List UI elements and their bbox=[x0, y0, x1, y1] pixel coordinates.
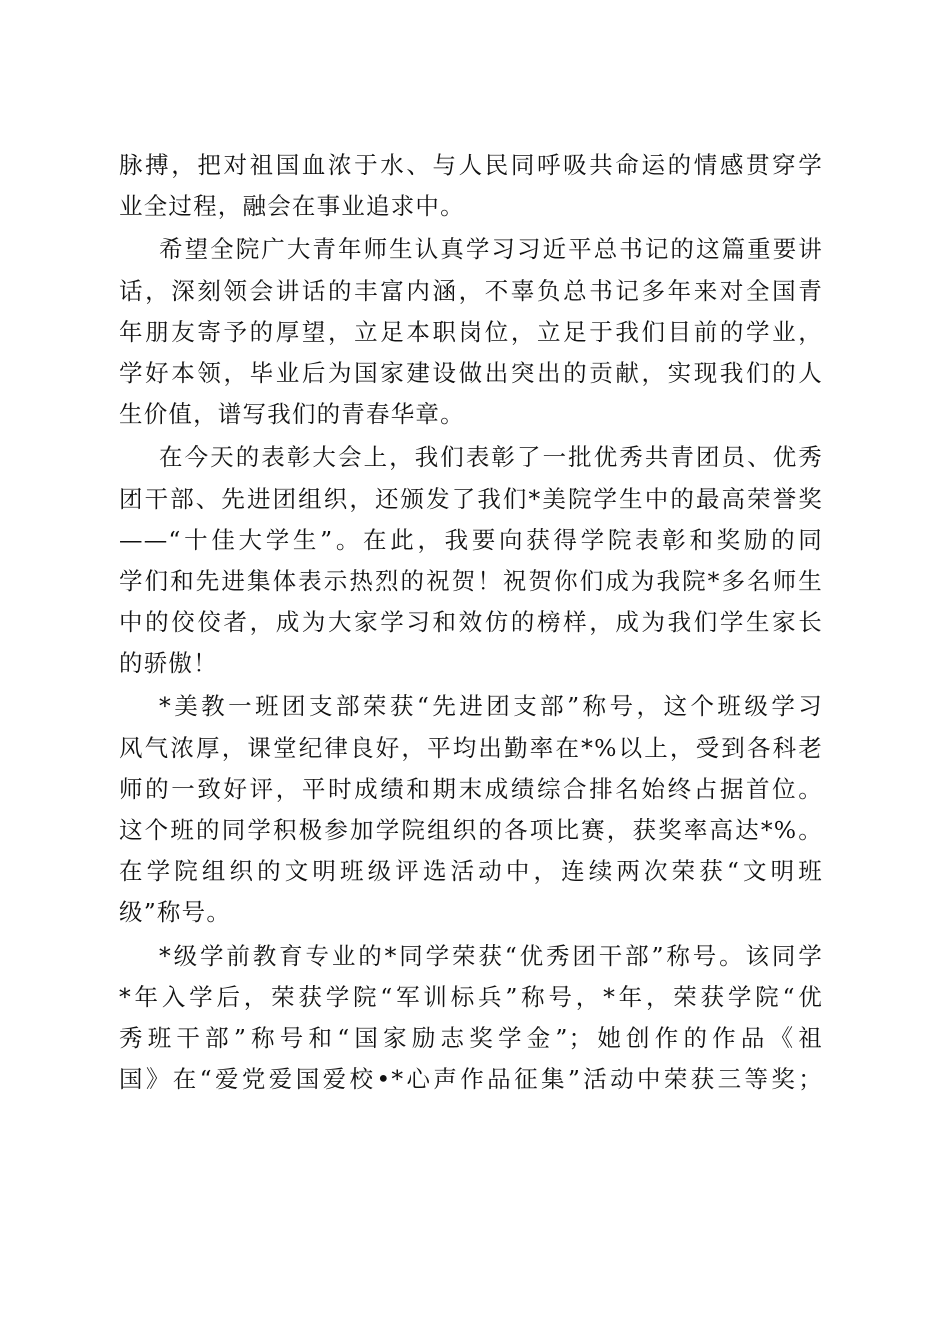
text-line: 秀班干部”称号和“国家励志奖学金”；她创作的作品《祖 bbox=[119, 1023, 823, 1052]
text-line: 业全过程，融会在事业追求中。 bbox=[119, 192, 465, 221]
text-line: 在学院组织的文明班级评选活动中，连续两次荣获“文明班 bbox=[119, 857, 823, 886]
text-line: 生价值，谱写我们的青春华章。 bbox=[119, 400, 465, 429]
paragraph-4 bbox=[119, 686, 823, 933]
paragraph-3 bbox=[119, 437, 823, 684]
text-line: 师的一致好评，平时成绩和期末成绩综合排名始终占据首位。 bbox=[119, 774, 823, 803]
text-line: 话，深刻领会讲话的丰富内涵，不辜负总书记多年来对全国青 bbox=[119, 276, 823, 305]
document-body bbox=[119, 145, 823, 1102]
text-line: ——“十佳大学生”。在此，我要向获得学院表彰和奖励的同 bbox=[119, 525, 823, 554]
text-line: 团干部、先进团组织，还颁发了我们*美院学生中的最高荣誉奖 bbox=[119, 484, 823, 513]
text-line: 学们和先进集体表示热烈的祝贺！祝贺你们成为我院*多名师生 bbox=[119, 566, 823, 595]
paragraph-5 bbox=[119, 936, 823, 1101]
text-line: 国》在“爱党爱国爱校•*心声作品征集”活动中荣获三等奖； bbox=[119, 1065, 823, 1094]
text-line: 脉搏，把对祖国血浓于水、与人民同呼吸共命运的情感贯穿学 bbox=[119, 151, 823, 179]
text-line: 希望全院广大青年师生认真学习习近平总书记的这篇重要讲 bbox=[159, 235, 823, 264]
text-line: *级学前教育专业的*同学荣获“优秀团干部”称号。该同学 bbox=[159, 941, 823, 970]
text-line: *年入学后，荣获学院“军训标兵”称号，*年，荣获学院“优 bbox=[119, 982, 823, 1011]
text-line: 年朋友寄予的厚望，立足本职岗位，立足于我们目前的学业， bbox=[119, 317, 823, 346]
text-line: 级”称号。 bbox=[119, 898, 232, 927]
paragraph-2 bbox=[119, 229, 823, 435]
text-line: 学好本领，毕业后为国家建设做出突出的贡献，实现我们的人 bbox=[119, 358, 823, 387]
paragraph-1 bbox=[119, 145, 823, 227]
text-line: 在今天的表彰大会上，我们表彰了一批优秀共青团员、优秀 bbox=[159, 443, 823, 472]
text-line: 风气浓厚，课堂纪律良好，平均出勤率在*%以上，受到各科老 bbox=[119, 733, 823, 762]
text-line: *美教一班团支部荣获“先进团支部”称号，这个班级学习 bbox=[159, 692, 823, 721]
text-line: 的骄傲！ bbox=[119, 649, 218, 678]
text-line: 中的佼佼者，成为大家学习和效仿的榜样，成为我们学生家长 bbox=[119, 608, 823, 637]
text-line: 这个班的同学积极参加学院组织的各项比赛，获奖率高达*%。 bbox=[119, 816, 823, 844]
